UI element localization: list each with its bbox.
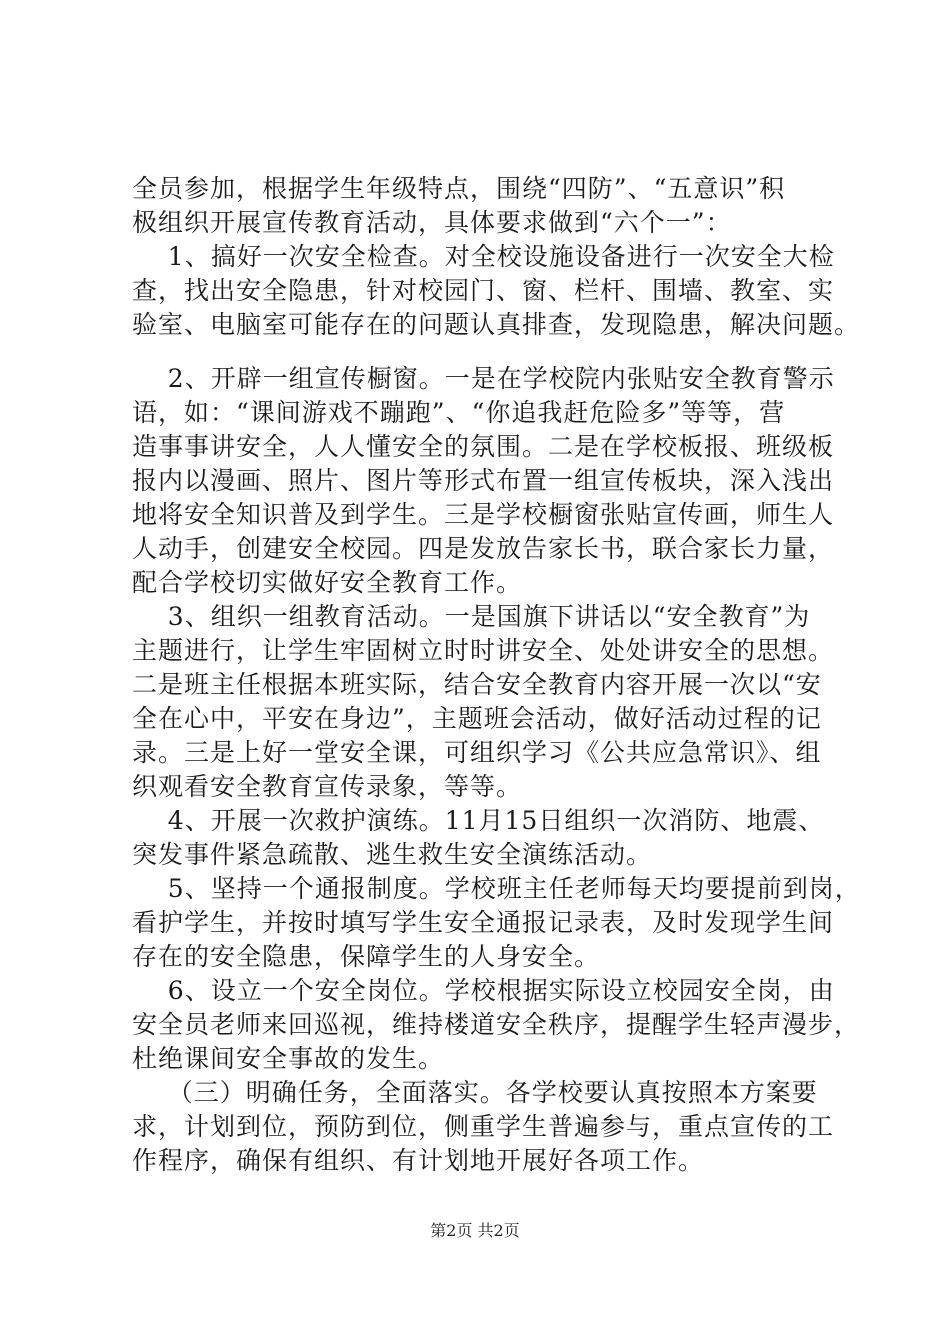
body-line-10: 地将安全知识普及到学生。三是学校橱窗张贴宣传画，师生人 xyxy=(132,500,835,529)
body-line-23: 存在的安全隐患，保障学生的人身安全。 xyxy=(132,942,601,971)
body-line-14: 主题进行，让学生牢固树立时时讲安全、处处讲安全的思想。 xyxy=(132,636,835,665)
body-line-13: 3、组织一组教育活动。一是国旗下讲话以“安全教育”为 xyxy=(132,602,811,631)
body-line-25: 安全员老师来回巡视，维持楼道安全秩序，提醒学生轻声漫步， xyxy=(132,1010,861,1039)
body-line-16: 全在心中，平安在身边”，主题班会活动，做好活动过程的记 xyxy=(132,704,822,733)
body-line-15: 二是班主任根据本班实际，结合安全教育内容开展一次以“安 xyxy=(132,670,822,699)
body-line-1: 全员参加，根据学生年级特点，围绕“四防”、“五意识”积 xyxy=(132,174,786,203)
body-line-11: 人动手，创建安全校园。四是发放告家长书，联合家长力量， xyxy=(132,534,835,563)
body-line-21: 5、坚持一个通报制度。学校班主任老师每天均要提前到岗， xyxy=(132,874,861,903)
body-line-5: 验室、电脑室可能存在的问题认真排查，发现隐患，解决问题。 xyxy=(132,310,861,339)
body-line-6: 2、开辟一组宣传橱窗。一是在学校院内张贴安全教育警示 xyxy=(132,364,835,393)
body-line-2: 极组织开展宣传教育活动，具体要求做到“六个一”： xyxy=(132,208,732,237)
body-line-4: 查，找出安全隐患，针对校园门、窗、栏杆、围墙、教室、实 xyxy=(132,276,835,305)
body-line-24: 6、设立一个安全岗位。学校根据实际设立校园安全岗，由 xyxy=(132,976,835,1005)
body-line-29: 作程序，确保有组织、有计划地开展好各项工作。 xyxy=(132,1146,705,1175)
body-line-19: 4、开展一次救护演练。11月15日组织一次消防、地震、 xyxy=(132,806,825,835)
body-line-27: （三）明确任务，全面落实。各学校要认真按照本方案要 xyxy=(132,1078,818,1107)
body-line-12: 配合学校切实做好安全教育工作。 xyxy=(132,568,523,597)
body-line-26: 杜绝课间安全事故的发生。 xyxy=(132,1044,445,1073)
page-footer: 第2页 共2页 xyxy=(430,1221,520,1240)
body-line-3: 1、搞好一次安全检查。对全校设施设备进行一次安全大检 xyxy=(132,242,835,271)
body-line-28: 求，计划到位，预防到位，侧重学生普遍参与，重点宣传的工 xyxy=(132,1112,835,1141)
body-line-17: 录。三是上好一堂安全课，可组织学习《公共应急常识》、组 xyxy=(132,738,822,767)
body-line-22: 看护学生，并按时填写学生安全通报记录表，及时发现学生间 xyxy=(132,908,835,937)
body-line-8: 造事事讲安全，人人懂安全的氛围。二是在学校板报、班级板 xyxy=(132,432,835,461)
body-line-18: 织观看安全教育宣传录象，等等。 xyxy=(132,772,523,801)
body-line-20: 突发事件紧急疏散、逃生救生安全演练活动。 xyxy=(132,840,653,869)
body-line-7: 语，如：“课间游戏不蹦跑”、“你追我赶危险多”等等，营 xyxy=(132,398,786,427)
body-line-9: 报内以漫画、照片、图片等形式布置一组宣传板块，深入浅出 xyxy=(132,466,835,495)
